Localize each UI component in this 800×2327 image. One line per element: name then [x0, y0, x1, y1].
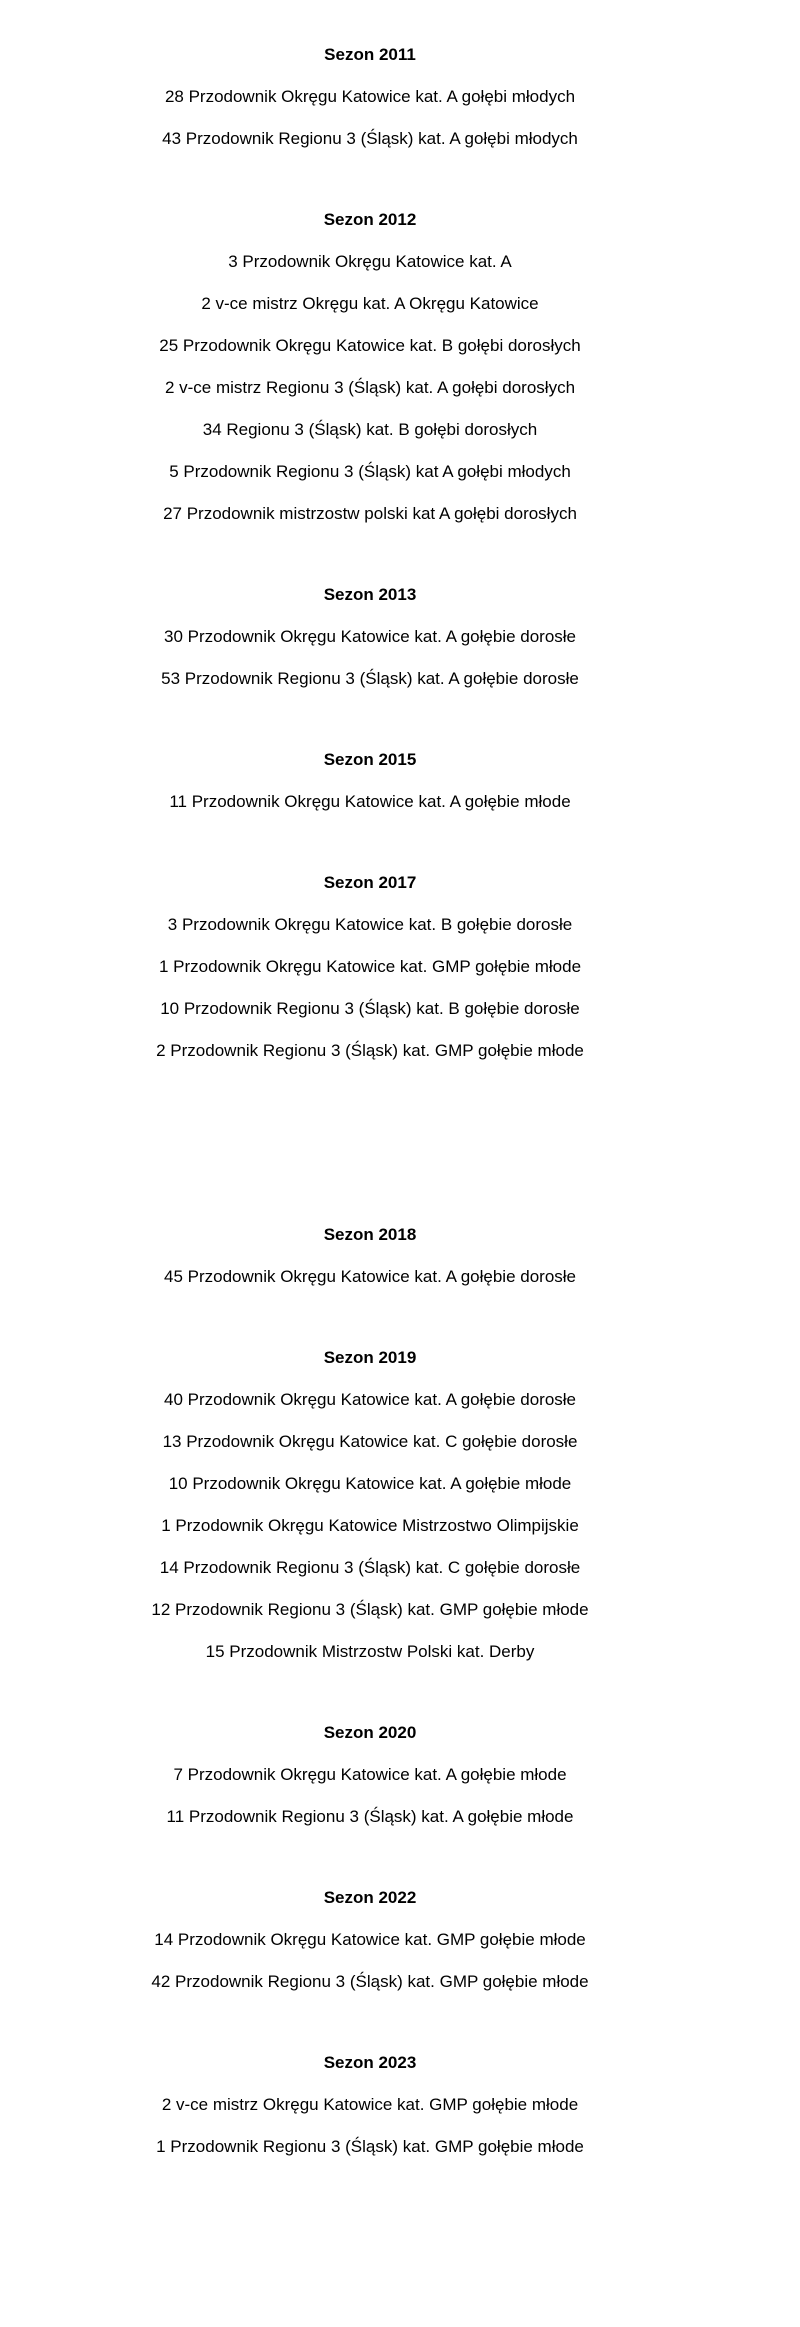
achievement-line: 11 Przodownik Okręgu Katowice kat. A gołębie młode: [169, 792, 571, 811]
achievement-line: 1 Przodownik Regionu 3 (Śląsk) kat. GMP gołębie młode: [156, 2137, 584, 2156]
achievement-line: 15 Przodownik Mistrzostw Polski kat. Derby: [205, 1642, 535, 1661]
achievement-line: 7 Przodownik Okręgu Katowice kat. A gołębie młode: [173, 1765, 567, 1784]
achievement-line: 12 Przodownik Regionu 3 (Śląsk) kat. GMP gołębie młode: [151, 1600, 589, 1619]
achievement-line: 42 Przodownik Regionu 3 (Śląsk) kat. GMP gołębie młode: [151, 1972, 589, 1991]
achievement-line: 27 Przodownik mistrzostw polski kat A gołębi dorosłych: [163, 504, 577, 523]
season-heading: Sezon 2019: [323, 1348, 417, 1367]
season-heading: Sezon 2022: [323, 1888, 417, 1907]
season-heading: Sezon 2012: [323, 210, 417, 229]
season-heading: Sezon 2011: [324, 45, 416, 64]
achievement-line: 14 Przodownik Regionu 3 (Śląsk) kat. C gołębie dorosłe: [159, 1558, 581, 1577]
achievement-line: 10 Przodownik Regionu 3 (Śląsk) kat. B gołębie dorosłe: [160, 999, 580, 1018]
season-heading: Sezon 2015: [323, 750, 417, 769]
achievement-line: 40 Przodownik Okręgu Katowice kat. A gołębie dorosłe: [163, 1390, 577, 1409]
achievement-line: 30 Przodownik Okręgu Katowice kat. A gołębie dorosłe: [163, 627, 577, 646]
achievement-line: 34 Regionu 3 (Śląsk) kat. B gołębi dorosłych: [202, 420, 538, 439]
season-section: [0, 862, 740, 1072]
achievement-line: 2 v-ce mistrz Okręgu Katowice kat. GMP gołębie młode: [161, 2095, 579, 2114]
achievement-line: 10 Przodownik Okręgu Katowice kat. A gołębie młode: [168, 1474, 572, 1493]
achievement-line: 53 Przodownik Regionu 3 (Śląsk) kat. A gołębie dorosłe: [161, 669, 579, 688]
season-heading: Sezon 2018: [323, 1225, 417, 1244]
achievement-line: 13 Przodownik Okręgu Katowice kat. C gołębie dorosłe: [162, 1432, 578, 1451]
season-section: [0, 739, 740, 823]
achievement-line: 11 Przodownik Regionu 3 (Śląsk) kat. A gołębie młode: [166, 1807, 574, 1826]
achievement-line: 2 v-ce mistrz Regionu 3 (Śląsk) kat. A gołębi dorosłych: [164, 378, 576, 397]
achievement-line: 14 Przodownik Okręgu Katowice kat. GMP gołębie młode: [154, 1930, 586, 1949]
season-section: [0, 34, 740, 160]
season-section: [0, 1877, 740, 2003]
achievement-line: 1 Przodownik Okręgu Katowice kat. GMP gołębie młode: [158, 957, 582, 976]
season-heading: Sezon 2023: [323, 2053, 417, 2072]
achievement-line: 2 Przodownik Regionu 3 (Śląsk) kat. GMP gołębie młode: [156, 1041, 584, 1060]
season-section: [0, 2042, 740, 2168]
achievement-line: 3 Przodownik Okręgu Katowice kat. A: [228, 252, 512, 271]
season-section: [0, 1214, 740, 1298]
season-section: [0, 574, 740, 700]
achievement-line: 5 Przodownik Regionu 3 (Śląsk) kat A gołębi młodych: [169, 462, 571, 481]
season-heading: Sezon 2017: [323, 873, 417, 892]
season-heading: Sezon 2020: [323, 1723, 417, 1742]
achievement-line: 1 Przodownik Okręgu Katowice Mistrzostwo Olimpijskie: [161, 1516, 579, 1535]
achievement-line: 28 Przodownik Okręgu Katowice kat. A gołębi młodych: [164, 87, 576, 106]
achievement-line: 25 Przodownik Okręgu Katowice kat. B gołębi dorosłych: [159, 336, 581, 355]
season-heading: Sezon 2013: [323, 585, 417, 604]
achievement-line: 43 Przodownik Regionu 3 (Śląsk) kat. A gołębi młodych: [162, 129, 578, 148]
achievement-line: 45 Przodownik Okręgu Katowice kat. A gołębie dorosłe: [163, 1267, 577, 1286]
season-section: [0, 1712, 740, 1838]
season-section: [0, 199, 740, 535]
season-section: [0, 1337, 740, 1673]
achievement-line: 2 v-ce mistrz Okręgu kat. A Okręgu Katowice: [201, 294, 539, 313]
achievement-line: 3 Przodownik Okręgu Katowice kat. B gołębie dorosłe: [167, 915, 573, 934]
